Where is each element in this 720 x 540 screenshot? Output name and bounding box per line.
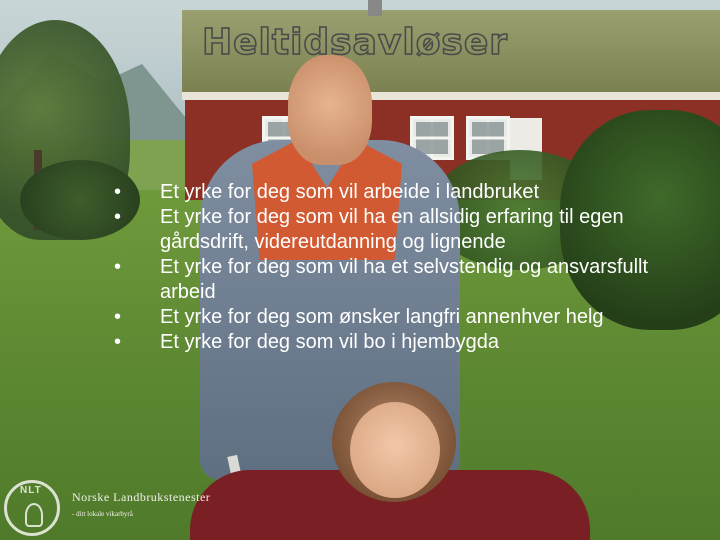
bullet-text: Et yrke for deg som ønsker langfri annenhver helg: [160, 306, 604, 328]
bullet-text: Et yrke for deg som vil bo i hjembygda: [160, 331, 500, 353]
girl-face: [350, 402, 440, 498]
bullet-text: Et yrke for deg som vil arbeide i landbruket: [160, 181, 540, 203]
bullet-dot: •: [114, 181, 122, 203]
nlt-logo: [4, 480, 60, 536]
slide-title: Heltidsavløser: [201, 22, 509, 63]
organization-tagline: - ditt lokale vikarbyrå: [72, 510, 133, 518]
roof-edge: [182, 92, 720, 100]
bullet-item: [110, 180, 670, 205]
bullet-item: [110, 205, 670, 255]
bullet-dot: •: [114, 256, 122, 278]
brand-footer: [0, 475, 240, 540]
chimney: [368, 0, 382, 16]
bullet-dot: •: [114, 206, 122, 228]
bullet-dot: •: [114, 331, 122, 353]
logo-figure-icon: [25, 503, 43, 527]
man-head: [288, 55, 372, 165]
logo-text: NLT: [20, 485, 42, 496]
bullet-text: Et yrke for deg som vil ha et selvstendig og ansvarsfullt arbeid: [160, 256, 649, 303]
bullet-list: [110, 180, 670, 355]
organization-name: Norske Landbrukstenester: [72, 490, 211, 504]
bullet-item: [110, 255, 670, 305]
bullet-dot: •: [114, 306, 122, 328]
bullet-text: Et yrke for deg som vil ha en allsidig erfaring til egen gårdsdrift, videreutdanning og lignende: [160, 206, 624, 253]
bullet-item: [110, 305, 670, 330]
bullet-item: [110, 330, 670, 355]
